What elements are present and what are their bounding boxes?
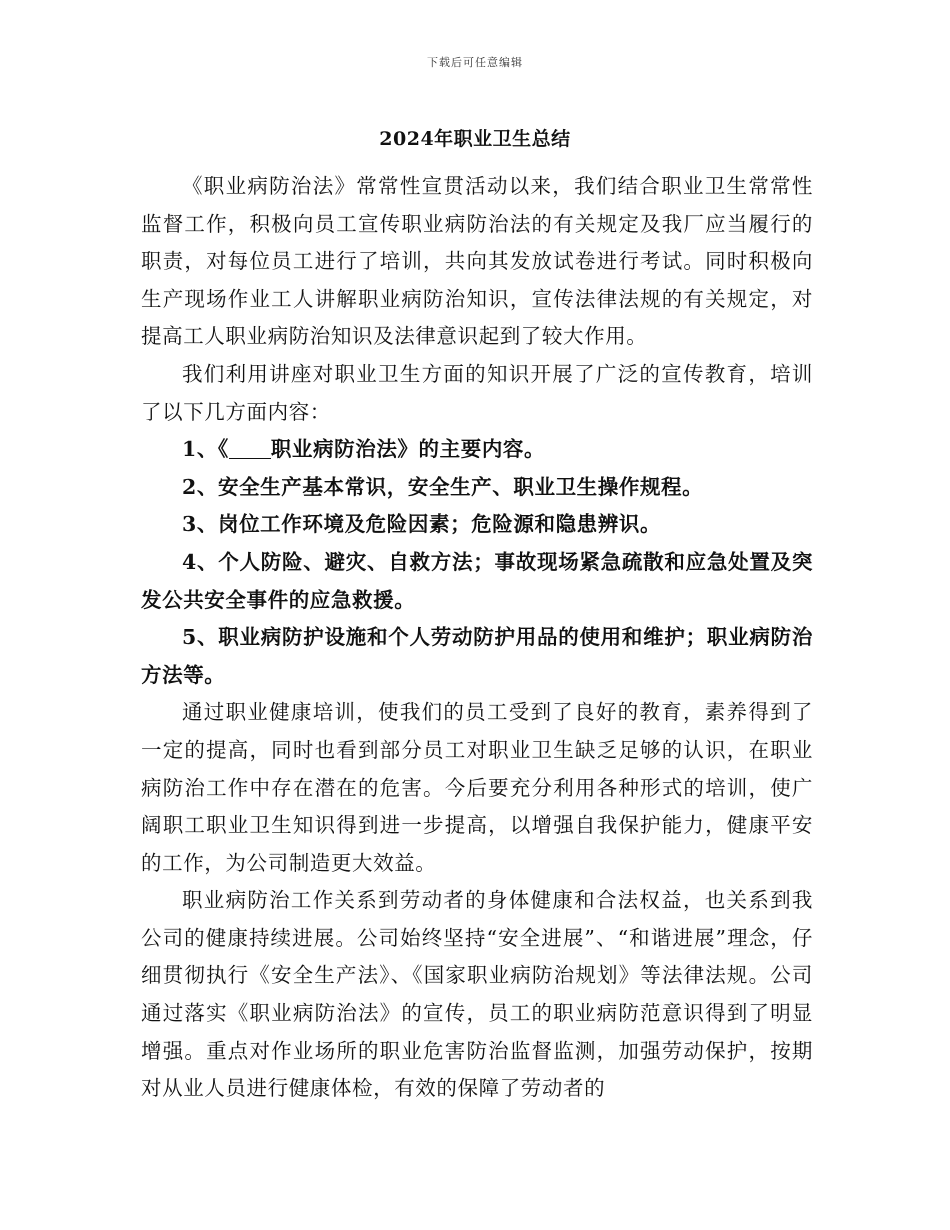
list-item-5: 5、职业病防护设施和个人劳动防护用品的使用和维护；职业病防治方法等。 xyxy=(141,625,813,687)
document-body xyxy=(141,168,813,1108)
list-item-1 xyxy=(141,431,813,469)
paragraph-commitment: 职业病防治工作关系到劳动者的身体健康和合法权益，也关系到我公司的健康持续进展。公司始终坚持“安全进展”、“和谐进展”理念，仔细贯彻执行《安全生产法》、《国家职业病防治规划》等法律法规。公司通过落实《职业病防治法》的宣传，员工的职业病防范意识得到了明显增强。重点对作业场所的职业危害防治监督监测，加强劳动保护，按期对从业人员进行健康体检，有效的保障了劳动者的 xyxy=(141,888,813,1101)
header-note: 下载后可任意编辑 xyxy=(427,56,523,69)
paragraph-training: 我们利用讲座对职业卫生方面的知识开展了广泛的宣传教育，培训了以下几方面内容： xyxy=(141,361,813,424)
list-item-2: 2、安全生产基本常识，安全生产、职业卫生操作规程。 xyxy=(182,474,704,499)
list-item-3: 3、岗位工作环境及危险因素；危险源和隐患辨识。 xyxy=(182,512,662,537)
list-item-4: 4、个人防险、避灾、自救方法；事故现场紧急疏散和应急处置及突发公共安全事件的应急救援。 xyxy=(141,549,813,612)
list-item-1-suffix: 职业病防治法》的主要内容。 xyxy=(270,437,546,462)
paragraph-results: 通过职业健康培训，使我们的员工受到了良好的教育，素养得到了一定的提高，同时也看到部分员工对职业卫生缺乏足够的认识，在职业病防治工作中存在潜在的危害。今后要充分利用各种形式的培训，使广阔职工职业卫生知识得到进一步提高，以增强自我保护能力，健康平安的工作，为公司制造更大效益。 xyxy=(141,700,813,875)
paragraph-intro: 《职业病防治法》常常性宣贯活动以来，我们结合职业卫生常常性监督工作，积极向员工宣传职业病防治法的有关规定及我厂应当履行的职责，对每位员工进行了培训，共向其发放试卷进行考试。同时积极向生产现场作业工人讲解职业病防治知识，宣传法律法规的有关规定，对提高工人职业病防治知识及法律意识起到了较大作用。 xyxy=(141,174,813,349)
document-title: 2024年职业卫生总结 xyxy=(379,128,571,150)
blank-underline xyxy=(229,438,271,460)
list-item-1-prefix: 1、《 xyxy=(182,437,229,462)
